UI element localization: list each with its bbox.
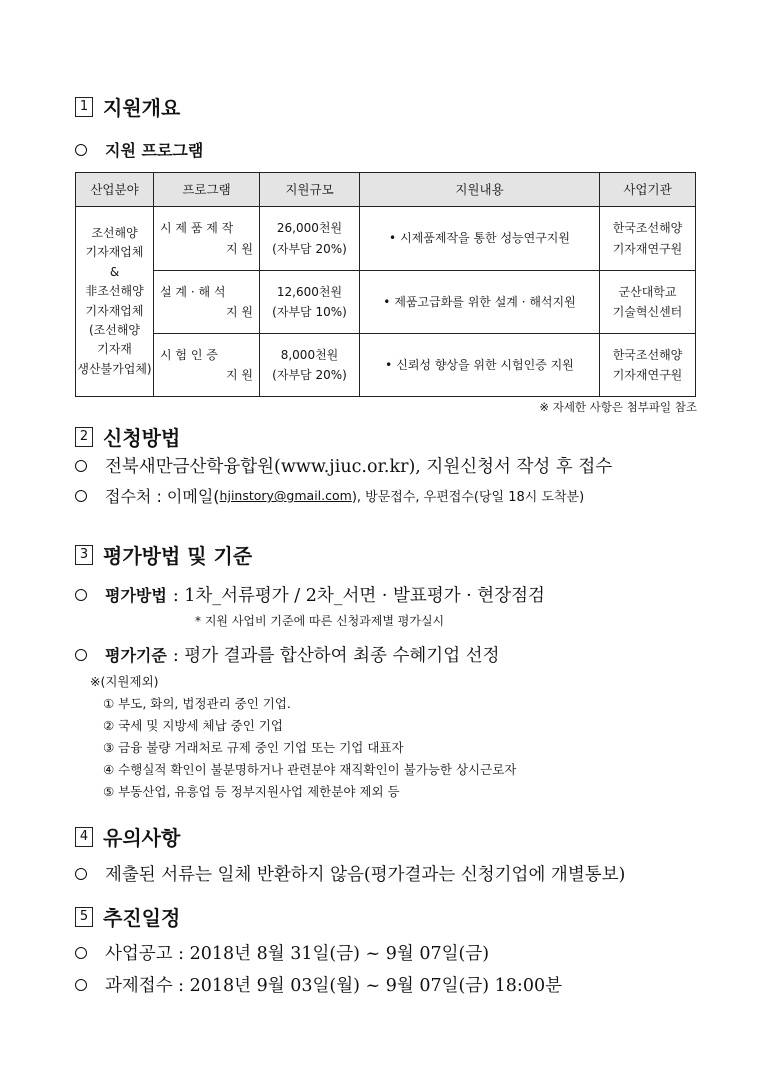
program-name-suffix: 지 원 [226, 368, 253, 382]
circle-bullet-icon [75, 589, 87, 601]
section-title: 유의사항 [103, 826, 181, 850]
attachment-note: ※ 자세한 사항은 첨부파일 참조 [539, 400, 697, 414]
list-item: ① 부도, 화의, 법정관리 중인 기업. [103, 696, 291, 711]
org-name: 군산대학교 [618, 284, 677, 299]
section-2-heading [75, 422, 180, 451]
industry-line: & [109, 264, 120, 279]
section-title: 지원개요 [103, 96, 181, 120]
evaluation-method [75, 582, 545, 607]
program-name: 시 제 품 제 작 [160, 221, 234, 236]
list-item: ③ 금융 불량 거래처로 규제 중인 기업 또는 기업 대표자 [103, 740, 404, 755]
circle-bullet-icon [75, 868, 87, 880]
circle-bullet-icon [75, 947, 87, 959]
section-3-heading [75, 540, 252, 569]
org-name: 기자재연구원 [612, 368, 683, 382]
scale-amount: 8,000천원 [280, 347, 339, 362]
exclusion-title: ※(지원제외) [90, 674, 159, 689]
program-subheading [75, 138, 203, 161]
method-note: * 지원 사업비 기준에 따른 신청과제별 평가실시 [195, 614, 445, 628]
table-row [76, 207, 696, 271]
criteria-text: : 평가 결과를 합산하여 최종 수혜기업 선정 [172, 646, 500, 666]
section-number-box: 4 [75, 827, 93, 847]
section-1-heading [75, 92, 180, 121]
section-4-heading [75, 822, 180, 851]
program-name-suffix: 지 원 [226, 241, 253, 256]
section-number-box: 1 [75, 97, 93, 117]
scale-amount: 12,600천원 [276, 284, 343, 299]
section-number-box: 5 [75, 907, 93, 927]
section-title: 평가방법 및 기준 [103, 544, 253, 568]
org-name: 한국조선해양 [612, 347, 683, 362]
scale-cell [260, 334, 360, 397]
industry-line: 기자재업체 [85, 245, 144, 260]
program-name-cell [154, 207, 260, 271]
scale-self-pay: (자부담 10%) [272, 305, 347, 319]
program-name: 시 험 인 증 [160, 347, 218, 362]
content-text: 신뢰성 향상을 위한 시험인증 지원 [396, 357, 574, 372]
content-cell: • 제품고급화를 위한 설계 · 해석지원 [360, 271, 600, 334]
program-name: 설 계 · 해 석 [160, 284, 226, 299]
circle-bullet-icon [75, 979, 87, 991]
circle-bullet-icon [75, 460, 87, 472]
industry-line: 非조선해양 [85, 284, 144, 299]
section-title: 추진일정 [103, 906, 181, 930]
circle-bullet-icon [75, 490, 87, 502]
org-name: 한국조선해양 [612, 221, 683, 236]
email-link[interactable]: hjinstory@gmail.com [219, 488, 352, 503]
apply-text: 전북새만금산학융합원(www.jiuc.or.kr), 지원신청서 작성 후 접수 [105, 457, 613, 477]
program-name-suffix: 지 원 [226, 305, 253, 319]
program-title: 지원 프로그램 [105, 141, 204, 160]
org-name: 기술혁신센터 [612, 305, 683, 319]
table-header-row [76, 173, 696, 207]
table-row [76, 334, 696, 397]
scale-amount: 26,000천원 [276, 221, 343, 236]
schedule-line-1 [75, 940, 489, 965]
method-text: : 1차_서류평가 / 2차_서면 · 발표평가 · 현장점검 [172, 586, 545, 606]
apply-line-2 [75, 484, 584, 507]
content-text: 시제품제작을 통한 성능연구지원 [400, 231, 570, 246]
section-number-box: 2 [75, 427, 93, 447]
org-cell [600, 271, 696, 334]
content-cell: • 신뢰성 향상을 위한 시험인증 지원 [360, 334, 600, 397]
schedule-text: 사업공고 : 2018년 8월 31일(금) ~ 9월 07일(금) [105, 944, 490, 964]
scale-cell [260, 207, 360, 271]
list-item: ② 국세 및 지방세 체납 중인 기업 [103, 718, 283, 733]
schedule-line-2 [75, 972, 562, 997]
org-cell [600, 207, 696, 271]
table-header-cell: 산업분야 [76, 173, 154, 207]
industry-line: 조선해양 [91, 225, 138, 240]
circle-bullet-icon [75, 144, 87, 156]
list-item: ⑤ 부동산업, 유흥업 등 정부지원사업 제한분야 제외 등 [103, 784, 400, 799]
program-table [75, 172, 696, 397]
org-name: 기자재연구원 [612, 241, 683, 256]
apply-line-1 [75, 453, 612, 478]
industry-cell [76, 207, 154, 397]
org-cell [600, 334, 696, 397]
schedule-text: 과제접수 : 2018년 9월 03일(월) ~ 9월 07일(금) 18:00분 [105, 976, 563, 996]
program-name-cell [154, 271, 260, 334]
circle-bullet-icon [75, 649, 87, 661]
program-name-cell [154, 334, 260, 397]
industry-line: (조선해양 [88, 322, 141, 337]
content-cell: • 시제품제작을 통한 성능연구지원 [360, 207, 600, 271]
notice-text: 제출된 서류는 일체 반환하지 않음(평가결과는 신청기업에 개별통보) [105, 865, 626, 885]
section-5-heading [75, 902, 180, 931]
table-row [76, 271, 696, 334]
notice-line [75, 861, 625, 886]
apply-text: ), 방문접수, 우편접수(당일 18시 도착분) [351, 490, 585, 505]
list-item: ④ 수행실적 확인이 불분명하거나 관련분야 재직확인이 불가능한 상시근로자 [103, 762, 517, 777]
section-number-box: 3 [75, 545, 93, 565]
scale-self-pay: (자부담 20%) [272, 368, 347, 382]
apply-text: 접수처 : 이메일( [105, 487, 220, 506]
criteria-label: 평가기준 [105, 646, 167, 665]
table-header-cell: 지원내용 [360, 173, 600, 207]
industry-line: 기자재 [97, 342, 132, 357]
method-label: 평가방법 [105, 586, 167, 605]
scale-cell [260, 271, 360, 334]
evaluation-criteria [75, 642, 499, 667]
scale-self-pay: (자부담 20%) [272, 241, 347, 256]
industry-line: 생산불가업체) [77, 361, 152, 376]
table-header-cell: 지원규모 [260, 173, 360, 207]
section-title: 신청방법 [103, 426, 181, 450]
table-header-cell: 사업기관 [600, 173, 696, 207]
table-header-cell: 프로그램 [154, 173, 260, 207]
industry-line: 기자재업체 [85, 303, 144, 318]
content-text: 제품고급화를 위한 설계 · 해석지원 [394, 294, 576, 309]
